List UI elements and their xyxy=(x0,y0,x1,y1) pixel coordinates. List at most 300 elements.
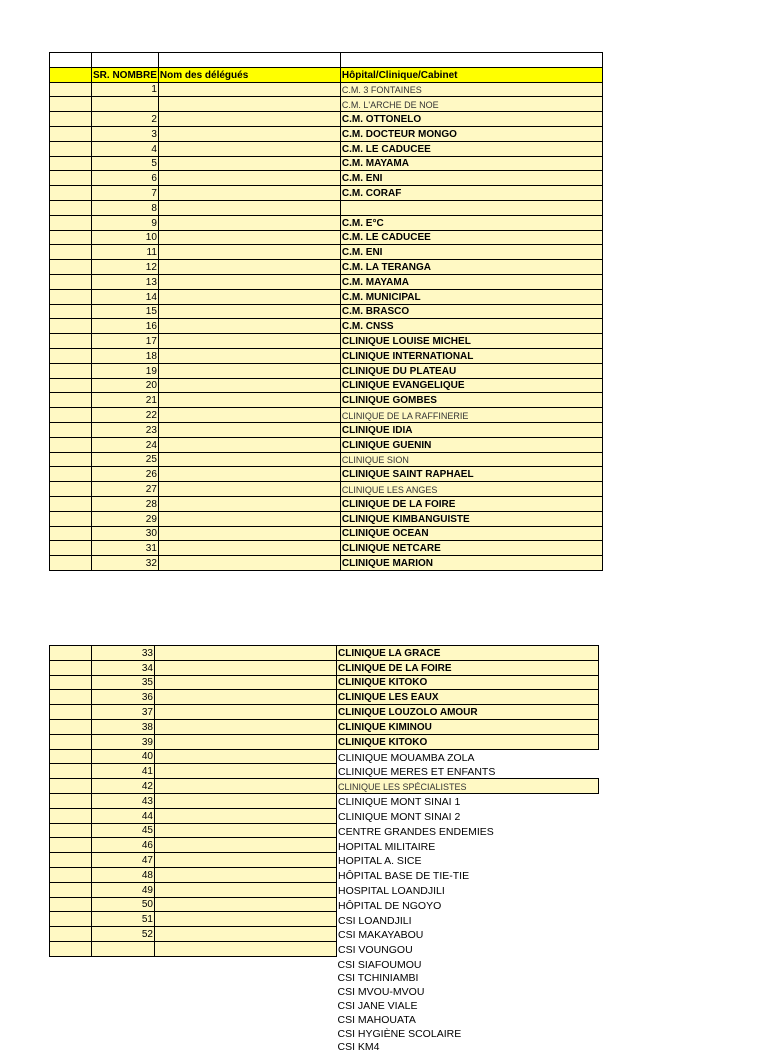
hospital-name[interactable]: CLINIQUE LA GRACE xyxy=(337,646,599,661)
cell[interactable] xyxy=(50,408,92,423)
table-row xyxy=(50,984,599,998)
delegates-table-top xyxy=(49,52,603,571)
hospital-name[interactable]: CSI HYGIÈNE SCOLAIRE xyxy=(337,1027,462,1040)
delegate-name-cell[interactable] xyxy=(155,675,337,690)
cell[interactable] xyxy=(50,53,92,68)
cell[interactable] xyxy=(50,719,92,734)
hospital-name[interactable]: CSI MAKAYABOU xyxy=(338,929,424,942)
row-number[interactable]: 28 xyxy=(92,496,159,511)
hospital-name[interactable]: CSI JANE VIALE xyxy=(337,999,418,1012)
hospital-name[interactable]: C.M. MAYAMA xyxy=(340,274,602,289)
hospital-name[interactable]: C.M. OTTONELO xyxy=(340,112,602,127)
delegate-name-cell[interactable] xyxy=(158,378,340,393)
row-number[interactable]: 46 xyxy=(92,838,155,853)
cell[interactable] xyxy=(50,793,92,808)
hospital-name[interactable]: CLINIQUE GOMBES xyxy=(340,393,602,408)
delegate-name-cell[interactable] xyxy=(158,141,340,156)
hospital-name[interactable]: CSI MVOU-MVOU xyxy=(337,986,425,999)
table-row xyxy=(50,1026,599,1040)
table-row xyxy=(50,956,599,970)
hospital-name[interactable]: CLINIQUE EVANGELIQUE xyxy=(340,378,602,393)
table-row xyxy=(50,675,599,690)
cell[interactable] xyxy=(50,808,92,823)
row-number[interactable]: 42 xyxy=(92,779,155,794)
delegate-name-cell[interactable] xyxy=(155,646,337,661)
row-number[interactable]: 16 xyxy=(92,319,159,334)
cell[interactable] xyxy=(50,304,92,319)
hospital-name[interactable]: CLINIQUE LES ANGES xyxy=(340,482,602,497)
table-row xyxy=(50,882,599,897)
table-row xyxy=(50,690,599,705)
row-number[interactable]: 35 xyxy=(92,675,155,690)
row-number[interactable]: 27 xyxy=(92,482,159,497)
table-row xyxy=(50,808,599,823)
cell[interactable] xyxy=(50,393,92,408)
cell[interactable] xyxy=(50,156,92,171)
cell[interactable] xyxy=(50,526,92,541)
delegate-name-cell[interactable] xyxy=(158,348,340,363)
cell xyxy=(50,984,92,998)
table-row xyxy=(50,705,599,720)
row-number[interactable]: 4 xyxy=(92,141,159,156)
cell[interactable] xyxy=(50,319,92,334)
delegate-name-cell[interactable] xyxy=(155,749,337,764)
row-number[interactable]: 9 xyxy=(92,215,159,230)
hospital-name[interactable]: CLINIQUE DU PLATEAU xyxy=(340,363,602,378)
table-row xyxy=(50,141,603,156)
cell[interactable] xyxy=(50,171,92,186)
cell[interactable] xyxy=(50,646,92,661)
delegate-name-cell[interactable] xyxy=(155,690,337,705)
delegate-name-cell[interactable] xyxy=(158,304,340,319)
cell[interactable] xyxy=(50,912,92,927)
row-number[interactable]: 25 xyxy=(92,452,159,467)
table-row xyxy=(50,779,599,794)
cell[interactable] xyxy=(50,467,92,482)
delegate-name-cell[interactable] xyxy=(158,422,340,437)
table-row xyxy=(50,289,603,304)
row-number[interactable]: 18 xyxy=(92,348,159,363)
delegate-name-cell[interactable] xyxy=(158,467,340,482)
delegate-name-cell xyxy=(155,971,337,985)
delegate-name-cell xyxy=(155,1026,337,1040)
delegate-name-cell[interactable] xyxy=(158,541,340,556)
row-number[interactable] xyxy=(92,941,155,956)
row-number[interactable]: 3 xyxy=(92,126,159,141)
table-row xyxy=(50,867,599,882)
table-row xyxy=(50,156,603,171)
table-row xyxy=(50,82,603,97)
row-number[interactable]: 1 xyxy=(92,82,159,97)
table-row xyxy=(50,853,599,868)
delegate-name-cell[interactable] xyxy=(158,482,340,497)
delegate-name-cell[interactable] xyxy=(158,526,340,541)
hospital-name[interactable]: CLINIQUE IDIA xyxy=(340,422,602,437)
row-number[interactable]: 50 xyxy=(92,897,155,912)
row-number[interactable]: 32 xyxy=(92,556,159,571)
cell[interactable] xyxy=(50,660,92,675)
table-row xyxy=(50,823,599,838)
cell[interactable] xyxy=(50,941,92,956)
cell[interactable] xyxy=(50,289,92,304)
cell[interactable] xyxy=(50,764,92,779)
delegate-name-cell[interactable] xyxy=(155,705,337,720)
row-number[interactable]: 49 xyxy=(92,882,155,897)
hospital-name[interactable]: CLINIQUE KIMINOU xyxy=(337,719,599,734)
row-number[interactable]: 14 xyxy=(92,289,159,304)
hospital-name[interactable]: CSI MAHOUATA xyxy=(337,1013,416,1026)
delegate-name-cell[interactable] xyxy=(155,853,337,868)
hospital-name[interactable]: C.M. LA TERANGA xyxy=(340,260,602,275)
cell[interactable] xyxy=(50,82,92,97)
delegate-name-cell[interactable] xyxy=(158,437,340,452)
table-row xyxy=(50,393,603,408)
delegate-name-cell[interactable] xyxy=(158,200,340,215)
delegate-name-cell[interactable] xyxy=(158,260,340,275)
delegate-name-cell xyxy=(155,956,337,970)
row-number[interactable]: 24 xyxy=(92,437,159,452)
table-row xyxy=(50,378,603,393)
hospital-name[interactable]: HÔPITAL BASE DE TIE-TIE xyxy=(338,870,470,883)
row-number[interactable]: 37 xyxy=(92,705,155,720)
row-number[interactable]: 11 xyxy=(92,245,159,260)
row-number[interactable]: 6 xyxy=(92,171,159,186)
delegate-name-cell[interactable] xyxy=(155,882,337,897)
cell[interactable] xyxy=(50,452,92,467)
cell[interactable] xyxy=(50,274,92,289)
hospital-name[interactable]: C.M. CNSS xyxy=(340,319,602,334)
row-number[interactable]: 40 xyxy=(92,749,155,764)
delegate-name-cell[interactable] xyxy=(158,186,340,201)
hospital-name[interactable]: C.M. CORAF xyxy=(340,186,602,201)
hospital-name[interactable]: CLINIQUE MONT SINAI 1 xyxy=(338,796,461,809)
row-number[interactable]: 13 xyxy=(92,274,159,289)
row-number[interactable]: 51 xyxy=(92,912,155,927)
row-number[interactable]: 23 xyxy=(92,422,159,437)
hospital-name[interactable]: CLINIQUE MOUAMBA ZOLA xyxy=(338,751,475,764)
hospital-name[interactable]: CLINIQUE SAINT RAPHAEL xyxy=(340,467,602,482)
table-row xyxy=(50,660,599,675)
header-hospital[interactable]: Hôpital/Clinique/Cabinet xyxy=(340,67,602,82)
row-number[interactable]: 31 xyxy=(92,541,159,556)
row-number[interactable]: 15 xyxy=(92,304,159,319)
hospital-name[interactable] xyxy=(340,200,602,215)
row-number xyxy=(92,984,155,998)
delegate-name-cell[interactable] xyxy=(155,793,337,808)
row-number[interactable]: 26 xyxy=(92,467,159,482)
hospital-name[interactable]: HOPITAL MILITAIRE xyxy=(338,840,436,853)
hospital-name[interactable]: CLINIQUE MONT SINAI 2 xyxy=(338,811,461,824)
cell[interactable] xyxy=(158,53,340,68)
hospital-name[interactable]: CLINIQUE KITOKO xyxy=(337,675,599,690)
hospital-name[interactable]: CLINIQUE KIMBANGUISTE xyxy=(340,511,602,526)
delegate-name-cell[interactable] xyxy=(155,660,337,675)
delegate-name-cell[interactable] xyxy=(158,393,340,408)
table-row xyxy=(50,511,603,526)
cell[interactable] xyxy=(50,749,92,764)
hospital-name[interactable]: C.M. DOCTEUR MONGO xyxy=(340,126,602,141)
hospital-name[interactable]: HOSPITAL LOANDJILI xyxy=(338,885,445,898)
table-row xyxy=(50,1040,599,1053)
table-row xyxy=(50,126,603,141)
delegate-name-cell[interactable] xyxy=(155,912,337,927)
cell[interactable] xyxy=(50,200,92,215)
delegate-name-cell[interactable] xyxy=(158,126,340,141)
delegate-name-cell[interactable] xyxy=(158,171,340,186)
cell[interactable] xyxy=(50,734,92,749)
row-number xyxy=(92,998,155,1012)
row-number[interactable]: 48 xyxy=(92,867,155,882)
delegate-name-cell[interactable] xyxy=(158,363,340,378)
row-number[interactable]: 36 xyxy=(92,690,155,705)
hospital-name[interactable]: CSI VOUNGOU xyxy=(338,944,413,957)
hospital-name[interactable]: HÔPITAL DE NGOYO xyxy=(338,899,442,912)
cell[interactable] xyxy=(50,348,92,363)
hospital-name[interactable]: CLINIQUE LES SPÉCIALISTES xyxy=(337,779,599,794)
delegate-name-cell[interactable] xyxy=(158,245,340,260)
row-number[interactable]: 12 xyxy=(92,260,159,275)
table-row xyxy=(50,734,599,749)
delegate-name-cell[interactable] xyxy=(158,230,340,245)
cell[interactable] xyxy=(92,53,159,68)
delegate-name-cell[interactable] xyxy=(155,764,337,779)
table-row xyxy=(50,200,603,215)
cell[interactable] xyxy=(50,897,92,912)
cell[interactable] xyxy=(50,215,92,230)
cell[interactable] xyxy=(50,422,92,437)
hospital-name[interactable]: CLINIQUE MERES ET ENFANTS xyxy=(338,766,496,779)
delegate-name-cell[interactable] xyxy=(158,408,340,423)
hospital-name[interactable]: CSI SIAFOUMOU xyxy=(337,958,422,971)
row-number[interactable]: 21 xyxy=(92,393,159,408)
row-number[interactable]: 45 xyxy=(92,823,155,838)
table-row xyxy=(50,260,603,275)
cell[interactable] xyxy=(50,496,92,511)
delegate-name-cell[interactable] xyxy=(158,511,340,526)
table-row xyxy=(50,274,603,289)
row-number[interactable]: 10 xyxy=(92,230,159,245)
cell[interactable] xyxy=(50,260,92,275)
delegate-name-cell[interactable] xyxy=(155,927,337,942)
hospital-name[interactable]: CLINIQUE LOUISE MICHEL xyxy=(340,334,602,349)
delegate-name-cell[interactable] xyxy=(158,452,340,467)
table-row xyxy=(50,496,603,511)
delegate-name-cell[interactable] xyxy=(158,556,340,571)
cell[interactable] xyxy=(50,853,92,868)
table-row xyxy=(50,912,599,927)
hospital-name[interactable]: C.M. LE CADUCEE xyxy=(340,141,602,156)
row-number[interactable]: 2 xyxy=(92,112,159,127)
hospital-name[interactable]: CSI LOANDJILI xyxy=(338,914,412,927)
delegate-name-cell[interactable] xyxy=(158,334,340,349)
cell[interactable] xyxy=(50,690,92,705)
delegate-name-cell xyxy=(155,998,337,1012)
cell[interactable] xyxy=(50,186,92,201)
hospital-name[interactable]: CLINIQUE OCEAN xyxy=(340,526,602,541)
row-number[interactable]: 30 xyxy=(92,526,159,541)
cell[interactable] xyxy=(50,927,92,942)
table-row xyxy=(50,941,599,956)
row-number[interactable]: 39 xyxy=(92,734,155,749)
delegate-name-cell[interactable] xyxy=(155,838,337,853)
delegate-name-cell[interactable] xyxy=(158,82,340,97)
hospital-name[interactable]: CSI KM4 xyxy=(337,1041,380,1053)
hospital-name[interactable]: C.M. MAYAMA xyxy=(340,156,602,171)
delegate-name-cell[interactable] xyxy=(155,897,337,912)
delegate-name-cell[interactable] xyxy=(158,289,340,304)
header-cell-blank[interactable] xyxy=(50,67,92,82)
hospital-name[interactable]: C.M. LE CADUCEE xyxy=(340,230,602,245)
table-row xyxy=(50,215,603,230)
row-number[interactable]: 8 xyxy=(92,200,159,215)
cell[interactable] xyxy=(50,141,92,156)
row-number[interactable]: 19 xyxy=(92,363,159,378)
delegate-name-cell[interactable] xyxy=(158,156,340,171)
row-number[interactable]: 47 xyxy=(92,853,155,868)
hospital-name[interactable]: CLINIQUE MARION xyxy=(340,556,602,571)
row-number[interactable]: 5 xyxy=(92,156,159,171)
delegate-name-cell[interactable] xyxy=(158,215,340,230)
delegate-name-cell[interactable] xyxy=(155,808,337,823)
delegates-table-bottom xyxy=(49,645,599,1053)
row-number[interactable]: 22 xyxy=(92,408,159,423)
table-row xyxy=(50,97,603,112)
delegate-name-cell[interactable] xyxy=(155,941,337,956)
row-number[interactable]: 34 xyxy=(92,660,155,675)
row-number[interactable]: 41 xyxy=(92,764,155,779)
row-number[interactable]: 52 xyxy=(92,927,155,942)
header-row xyxy=(50,67,603,82)
cell[interactable] xyxy=(340,53,602,68)
delegate-name-cell[interactable] xyxy=(155,734,337,749)
delegate-name-cell[interactable] xyxy=(155,779,337,794)
delegate-name-cell[interactable] xyxy=(158,112,340,127)
table-row xyxy=(50,897,599,912)
table-row xyxy=(50,556,603,571)
table-row xyxy=(50,998,599,1012)
delegate-name-cell[interactable] xyxy=(158,274,340,289)
table-row xyxy=(50,482,603,497)
cell[interactable] xyxy=(50,97,92,112)
delegate-name-cell[interactable] xyxy=(158,319,340,334)
table-row xyxy=(50,437,603,452)
hospital-name[interactable]: C.M. E°C xyxy=(340,215,602,230)
header-sr-number[interactable]: SR. NOMBRE xyxy=(92,67,159,82)
table-row xyxy=(50,541,603,556)
hospital-name[interactable]: C.M. ENI xyxy=(340,171,602,186)
table-row xyxy=(50,348,603,363)
hospital-name[interactable]: CLINIQUE DE LA RAFFINERIE xyxy=(340,408,602,423)
row-number[interactable]: 7 xyxy=(92,186,159,201)
row-number[interactable]: 44 xyxy=(92,808,155,823)
row-number[interactable]: 20 xyxy=(92,378,159,393)
cell[interactable] xyxy=(50,705,92,720)
cell[interactable] xyxy=(50,541,92,556)
table-row xyxy=(50,971,599,985)
cell[interactable] xyxy=(50,838,92,853)
table-row xyxy=(50,526,603,541)
table-row xyxy=(50,452,603,467)
table-row xyxy=(50,112,603,127)
cell[interactable] xyxy=(50,823,92,838)
hospital-name[interactable]: CLINIQUE LES EAUX xyxy=(337,690,599,705)
cell xyxy=(50,1040,92,1053)
hospital-name[interactable]: C.M. L'ARCHE DE NOE xyxy=(340,97,602,112)
cell[interactable] xyxy=(50,334,92,349)
cell[interactable] xyxy=(50,882,92,897)
hospital-name[interactable]: CLINIQUE SION xyxy=(340,452,602,467)
table-row xyxy=(50,646,599,661)
cell[interactable] xyxy=(50,245,92,260)
hospital-name[interactable]: CLINIQUE KITOKO xyxy=(337,734,599,749)
hospital-name[interactable]: HOPITAL A. SICE xyxy=(338,855,422,868)
hospital-name[interactable]: C.M. ENI xyxy=(340,245,602,260)
table-row xyxy=(50,408,603,423)
hospital-name[interactable]: C.M. BRASCO xyxy=(340,304,602,319)
cell xyxy=(50,971,92,985)
cell[interactable] xyxy=(50,363,92,378)
hospital-name[interactable]: CSI TCHINIAMBI xyxy=(337,972,419,985)
table-row xyxy=(50,467,603,482)
delegate-name-cell[interactable] xyxy=(158,97,340,112)
hospital-name[interactable]: CENTRE GRANDES ENDEMIES xyxy=(338,825,494,838)
row-number[interactable]: 38 xyxy=(92,719,155,734)
row-number[interactable] xyxy=(92,97,159,112)
hospital-name[interactable]: CLINIQUE INTERNATIONAL xyxy=(340,348,602,363)
hospital-name[interactable]: CLINIQUE DE LA FOIRE xyxy=(337,660,599,675)
cell[interactable] xyxy=(50,126,92,141)
row-number xyxy=(92,956,155,970)
row-number[interactable]: 43 xyxy=(92,793,155,808)
table-row xyxy=(50,749,599,764)
hospital-name[interactable]: C.M. 3 FONTAINES xyxy=(340,82,602,97)
hospital-name[interactable]: CLINIQUE NETCARE xyxy=(340,541,602,556)
cell[interactable] xyxy=(50,675,92,690)
table-row xyxy=(50,927,599,942)
cell[interactable] xyxy=(50,482,92,497)
cell[interactable] xyxy=(50,779,92,794)
table-row xyxy=(50,764,599,779)
cell[interactable] xyxy=(50,230,92,245)
table-row xyxy=(50,319,603,334)
cell xyxy=(50,1026,92,1040)
cell[interactable] xyxy=(50,112,92,127)
row-number[interactable]: 17 xyxy=(92,334,159,349)
hospital-name[interactable]: C.M. MUNICIPAL xyxy=(340,289,602,304)
row-number[interactable]: 29 xyxy=(92,511,159,526)
delegate-name-cell[interactable] xyxy=(155,823,337,838)
delegate-name-cell[interactable] xyxy=(155,719,337,734)
table-row xyxy=(50,719,599,734)
delegate-name-cell[interactable] xyxy=(158,496,340,511)
cell[interactable] xyxy=(50,511,92,526)
row-number xyxy=(92,1040,155,1053)
header-delegate-name[interactable]: Nom des délégués xyxy=(158,67,340,82)
cell[interactable] xyxy=(50,867,92,882)
row-number xyxy=(92,1026,155,1040)
row-number[interactable]: 33 xyxy=(92,646,155,661)
delegate-name-cell xyxy=(155,984,337,998)
table-row xyxy=(50,793,599,808)
hospital-name[interactable]: CLINIQUE GUENIN xyxy=(340,437,602,452)
hospital-name[interactable]: CLINIQUE DE LA FOIRE xyxy=(340,496,602,511)
table-row xyxy=(50,334,603,349)
hospital-name[interactable]: CLINIQUE LOUZOLO AMOUR xyxy=(337,705,599,720)
cell[interactable] xyxy=(50,437,92,452)
delegate-name-cell[interactable] xyxy=(155,867,337,882)
cell[interactable] xyxy=(50,556,92,571)
cell[interactable] xyxy=(50,378,92,393)
